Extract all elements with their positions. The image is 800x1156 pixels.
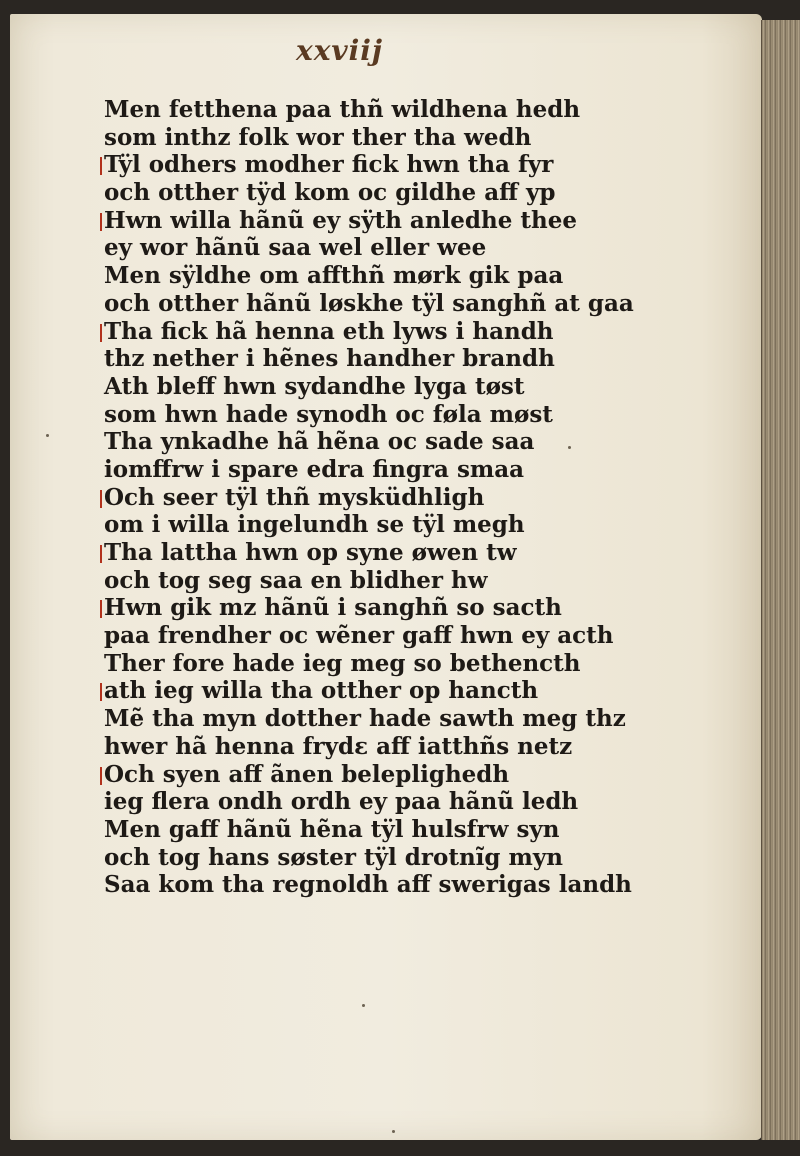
verse-line [104,844,664,872]
ink-speck [362,1004,365,1007]
verse-line-text: Mẽ tha myn dotther hade sawth meg thz [104,705,626,733]
verse-line [104,816,664,844]
verse-line-text: om i willa ingelundh se tÿl megh [104,511,525,539]
verse-line-text: som hwn hade synodh oc føla møst [104,400,553,428]
verse-line-text: ey wor hãnũ saa wel eller wee [104,234,487,262]
folio-number: xxviij [296,34,384,67]
rubrication-mark [100,545,102,563]
verse-line [104,650,664,678]
verse-line [104,871,664,899]
verse-line [104,179,664,207]
verse-line [104,733,664,761]
verse-line-text: Och seer tÿl thñ mysküdhligh [104,483,485,511]
verse-line [104,761,664,789]
verse-line [104,345,664,373]
verse-line [104,318,664,346]
verse-line-text: Men fetthena paa thñ wildhena hedh [104,96,581,123]
rubrication-mark [100,213,102,231]
verse-line-text: ath ieg willa tha otther op hancth [104,677,539,705]
verse-line [104,207,664,235]
verse-line-text: Ther fore hade ieg meg so bethencth [104,649,581,677]
verse-line [104,401,664,429]
verse-line-text: och otther tÿd kom oc gildhe aff yp [104,179,556,207]
verse-line-text: Hwn gik mz hãnũ i sanghñ so sacth [104,594,562,622]
verse-line-text: Saa kom tha regnoldh aff swerigas landh [104,871,632,899]
verse-line [104,511,664,539]
verse-line-text: paa frendher oc wẽner gaff hwn ey acth [104,622,614,650]
rubrication-mark [100,683,102,701]
verse-line [104,484,664,512]
verse-line [104,290,664,318]
verse-line-text: Tha ynkadhe hã hẽna oc sade saa [104,428,535,456]
verse-line [104,594,664,622]
verse-line [104,96,664,124]
verse-line [104,151,664,179]
rubrication-mark [100,490,102,508]
verse-line-text: iomffrw i spare edra fingra smaa [104,455,525,483]
verse-line-text: Men sÿldhe om affthñ mørk gik paa [104,262,564,290]
verse-line-text: Tÿl odhers modher fick hwn tha fyr [104,151,554,179]
verse-line-text: Men gaff hãnũ hẽna tÿl hulsfrw syn [104,815,560,843]
verse-line [104,788,664,816]
verse-line [104,234,664,262]
verse-line-text: Tha lattha hwn op syne øwen tw [104,539,517,566]
verse-line [104,456,664,484]
rubrication-mark [100,157,102,175]
verse-line [104,705,664,733]
verse-line-text: Ath bleff hwn sydandhe lyga tøst [104,372,525,400]
verse-line-text: ieg flera ondh ordh ey paa hãnũ ledh [104,788,579,816]
ink-speck [392,1130,395,1133]
verse-line [104,622,664,650]
verse-line [104,373,664,401]
verse-line [104,428,664,456]
verse-line [104,124,664,152]
rubrication-mark [100,324,102,342]
verse-line-text: och tog seg saa en blidher hw [104,566,488,594]
verse-line-text: Tha fick hã henna eth lyws i handh [104,317,554,345]
verse-line [104,262,664,290]
rubrication-mark [100,600,102,618]
ink-speck [568,446,571,449]
verse-line-text: thz nether i hẽnes handher brandh [104,345,555,373]
verse-line-text: och tog hans søster tÿl drotnĩg myn [104,843,563,871]
verse-line [104,539,664,567]
verse-line-text: Och syen aff ãnen beleplighedh [104,760,510,788]
verse-text-block [104,96,664,899]
verse-line-text: Hwn willa hãnũ ey sÿth anledhe thee [104,206,577,234]
verse-line-text: och otther hãnũ løskhe tÿl sanghñ at gaa [104,289,634,317]
verse-line [104,567,664,595]
page-edges [761,20,800,1140]
verse-line [104,677,664,705]
ink-speck [46,434,49,437]
rubrication-mark [100,767,102,785]
verse-line-text: som inthz folk wor ther tha wedh [104,123,532,151]
verse-line-text: hwer hã henna frydε aff iatthñs netz [104,732,573,760]
